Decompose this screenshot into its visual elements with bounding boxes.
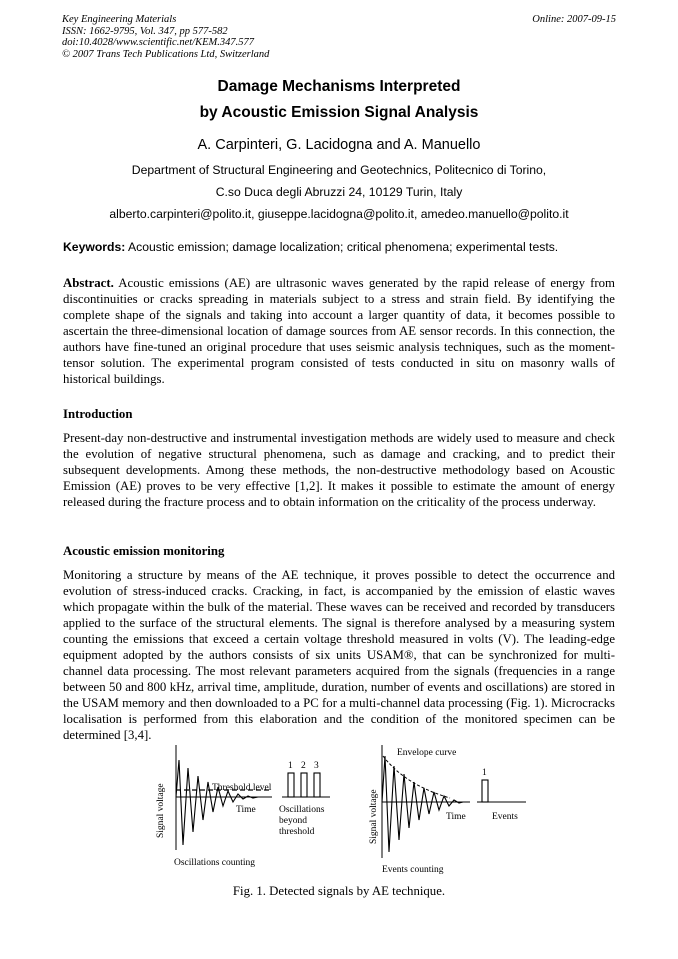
keywords-text: Acoustic emission; damage localization; critical phenomena; experimental tests. [125, 240, 559, 254]
ae-monitoring-text: Monitoring a structure by means of the AE technique, it proves possible to detect the occurrence and evolution of stress-induced cracks. Cracking, in fact, is accompanied by the emission of elastic waves which propagate within the bulk of the material. These waves can be received and recorded by transducers applied to the surface of the structural elements. The signal is therefore analysed by a measuring system counting the emissions that exceed a certain voltage threshold measured in volts (V). The leading-edge equipment adopted by the authors consists of six units USAM®, that can be synchronized for multi-channel data processing. The most relevant parameters acquired from the signals (frequencies in a range between 50 and 800 kHz, arrival time, amplitude, duration, number of events and oscillations) are stored in the USAM memory and then downloaded to a PC for a multi-channel data processing (Fig. 1). Microcracks localisation is performed from this elaboration and the condition of the monitored specimen can be determined [3,4]. [63, 568, 615, 742]
author-1: A. Carpinteri [197, 137, 279, 153]
right-waveform [382, 756, 463, 852]
paper-title-line1: Damage Mechanisms Interpreted [217, 78, 461, 95]
author-list [0, 137, 678, 153]
events-counting-diagram [369, 745, 526, 875]
figure-1 [150, 740, 530, 880]
keywords [63, 240, 623, 254]
right-axis-caption: Events counting [382, 865, 444, 875]
author-separator: , [278, 137, 287, 153]
count-number-1: 1 [288, 761, 293, 771]
abstract-label: Abstract. [63, 276, 114, 290]
author-3: A. Manuello [403, 137, 481, 153]
events-label: Events [492, 812, 518, 822]
count-pulse [314, 773, 320, 797]
affiliation-line1: Department of Structural Engineering and Geotechnics, Politecnico di Torino, [131, 163, 547, 177]
count-pulse [288, 773, 294, 797]
left-axis-caption: Oscillations counting [174, 858, 256, 868]
paper-title-line2: by Acoustic Emission Signal Analysis [199, 104, 479, 121]
figure-caption: Fig. 1. Detected signals by AE technique. [232, 884, 446, 898]
event-number: 1 [482, 768, 487, 778]
count-number-3: 3 [314, 761, 319, 771]
left-time-label: Time [236, 805, 256, 815]
author-separator: and [372, 137, 404, 153]
journal-copyright: © 2007 Trans Tech Publications Ltd, Switzerland [62, 48, 270, 60]
right-time-label: Time [446, 812, 466, 822]
author-2: G. Lacidogna [286, 137, 373, 153]
event-pulse [482, 780, 488, 802]
journal-header [62, 14, 269, 60]
oscillations-counting-diagram [156, 745, 330, 868]
envelope-label: Envelope curve [397, 748, 457, 758]
author-emails[interactable]: alberto.carpinteri@polito.it, giuseppe.lacidogna@polito.it, amedeo.manuello@polito.it [109, 207, 569, 221]
threshold-label: Threshold level [212, 783, 272, 793]
online-date: Online: 2007-09-15 [532, 14, 616, 25]
beyond-label-line3: threshold [279, 827, 315, 837]
beyond-label-line1: Oscillations [279, 805, 325, 815]
introduction-text: Present-day non-destructive and instrumental investigation methods are widely used to measure and check the evolution of negative structural phenomena, such as damage and cracking, and to predict their subsequent developments. Among these methods, the non-destructive methodology based on Acoustic Emission (AE) proves to be very effective [1,2]. It makes it possible to estimate the amount of energy released during the fracture process and to obtain information on the criticality of the process underway. [63, 431, 615, 509]
count-number-2: 2 [301, 761, 306, 771]
abstract-text: Acoustic emissions (AE) are ultrasonic waves generated by the rapid release of energy from discontinuities or cracks spreading in materials subject to a stress and strain field. By identifying the complete shape of the signals and taking into account a larger quantity of data, it becomes possible to ascertain the three-dimensional location of damage sources from AE sensor records. In this connection, the authors have fine-tuned an original procedure that uses seismic analysis techniques, such as the moment-tensor solution. The experimental program consisted of tests conducted in situ on masonry walls of historical buildings. [63, 276, 615, 386]
journal-name: Key Engineering Materials [62, 14, 177, 25]
introduction-heading: Introduction [63, 407, 133, 421]
affiliation-line2: C.so Duca degli Abruzzi 24, 10129 Turin, Italy [215, 185, 463, 199]
journal-issn: ISSN: 1662-9795, Vol. 347, pp 577-582 [62, 25, 228, 37]
count-pulse [301, 773, 307, 797]
journal-doi[interactable]: doi:10.4028/www.scientific.net/KEM.347.577 [62, 37, 254, 48]
beyond-label-line2: beyond [279, 816, 307, 826]
keywords-label: Keywords: [63, 240, 126, 254]
right-ylabel: Signal voltage [369, 789, 379, 844]
abstract [63, 275, 615, 387]
ae-monitoring-heading: Acoustic emission monitoring [63, 544, 225, 558]
left-ylabel: Signal voltage [156, 783, 166, 838]
left-waveform [176, 760, 258, 845]
